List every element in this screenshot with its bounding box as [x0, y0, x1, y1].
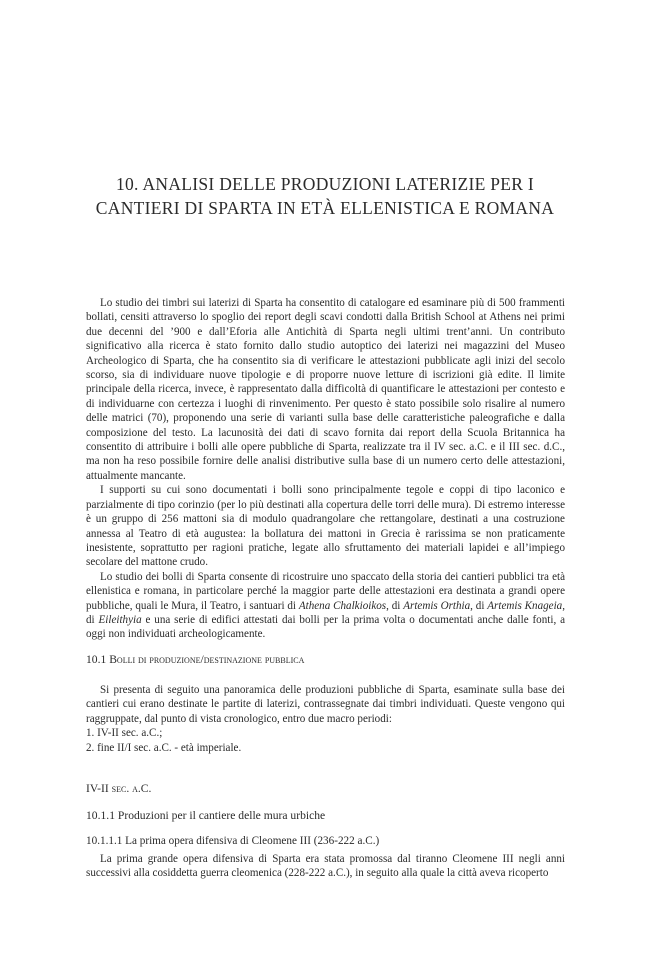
chapter-title-line-2: CANTIERI DI SPARTA IN ETÀ ELLENISTICA E ROMANA [95, 198, 555, 218]
italic-term: Artemis Knageia [487, 599, 563, 612]
intro-paragraph-3 [86, 570, 565, 642]
chapter-title [60, 172, 590, 220]
section-10-1-1-1-paragraph: La prima grande opera difensiva di Sparta era stata promossa dal tiranno Cleomene III negli anni successivi alla cosiddetta guerra cleomenica (228-222 a.C.), in seguito alla quale la città aveva ricoperto [86, 853, 565, 880]
chapter-title-line-1: 10. ANALISI DELLE PRODUZIONI LATERIZIE PER I [115, 174, 535, 194]
list-item: 2. fine II/I sec. a.C. - età imperiale. [86, 741, 242, 754]
list-item: 1. IV-II sec. a.C.; [86, 727, 163, 740]
period-prefix: IV-II [86, 782, 112, 795]
italic-term: Eileithyia [98, 613, 142, 626]
italic-term: Athena Chalkioikos [298, 599, 387, 612]
intro-paragraph-2: I supporti su cui sono documentati i bolli sono principalmente tegole e coppi di tipo laconico e parzialmente di tipo corinzio (per lo più destinati alla copertura delle torri delle mura). Di estremo interesse è un gruppo di 256 mattoni sia di modulo quadrangolare che rettangolare, destinati a una costruzione annessa al Teatro di età augustea: la bollatura dei mattoni in Grecia è rarissima se non praticamente inesistente, soprattutto per ragioni pratiche, legate allo sfruttamento dei materiali lapidei e all’impiego secolare del mattone crudo. [86, 484, 565, 569]
text-run: Lo studio dei bolli di Sparta consente di ricostruire uno spaccato della storia dei cantieri pubblici tra età ellenistica e romana, in particolare perché la maggior parte delle attestazioni era destinata a grandi opere pubbliche, quali le Mura, il Teatro, i santuari di [86, 570, 565, 612]
text-run: , di [386, 599, 404, 612]
section-10-1-paragraph: Si presenta di seguito una panoramica delle produzioni pubbliche di Sparta, esaminate sulla base dei cantieri cui erano destinate le partite di laterizi, contrassegnate dai timbri individuati. Queste vengono qui raggruppate, dal punto di vista cronologico, entro due macro periodi: [86, 684, 565, 725]
italic-term: Artemis Orthia [403, 599, 471, 612]
text-run: , di [470, 599, 488, 612]
section-heading-10-1 [86, 652, 565, 667]
section-heading-10-1-1: 10.1.1 Produzioni per il cantiere delle mura urbiche [86, 809, 326, 822]
period-label: sec. a.C. [111, 782, 152, 795]
text-run: , di [86, 599, 565, 626]
period-heading [86, 781, 565, 796]
section-heading-10-1-1-1: 10.1.1.1 La prima opera difensiva di Cleomene III (236-222 a.C.) [86, 835, 380, 847]
text-run: e una serie di edifici attestati dai bolli per la prima volta o documentati anche dalle fonti, a oggi non individuati archeologicamente. [86, 613, 565, 641]
intro-paragraph-1: Lo studio dei timbri sui laterizi di Sparta ha consentito di catalogare ed esaminare più di 500 frammenti bollati, censiti attraverso lo spoglio dei report degli scavi condotti dalla British School at Athens nei primi due decenni del ’900 e dall’Eforia alle Antichità di Sparta negli ultimi trent’anni. Un contributo significativo alla ricerca è stato fornito dallo studio autoptico dei laterizi nei magazzini del Museo Archeologico di Sparta, che ha consentito sia di verificare le attestazioni pubblicate agli inizi del secolo scorso, sia di individuare nuove tipologie e di proporre nuove letture di iscrizioni già edite. Il limite principale della ricerca, invece, è rappresentato dalla difficoltà di quantificare le attestazioni per contesto e di individuarne con certezza i luoghi di rinvenimento. Per questo è stato possibile solo risalire al numero delle matrici (70), proponendo una serie di varianti sulla base delle caratteristiche paleografiche e dalla composizione del testo. La lacunosità dei dati di scavo fornita dai report della Scuola Britannica ha consentito di attribuire i bolli alle opere pubbliche di Sparta, realizzate tra il IV sec. a.C. e il III sec. d.C., ma non ha reso possibile fornire delle analisi distributive sulla base di un numero certo delle attestazioni, attualmente mancante. [86, 297, 565, 482]
section-number: 10.1 [86, 653, 110, 666]
section-title: Bolli di produzione/destinazione pubblica [109, 653, 305, 666]
intro-text [86, 296, 565, 642]
section-10-1-1-1-text [86, 852, 565, 881]
section-10-1-text [86, 683, 565, 755]
